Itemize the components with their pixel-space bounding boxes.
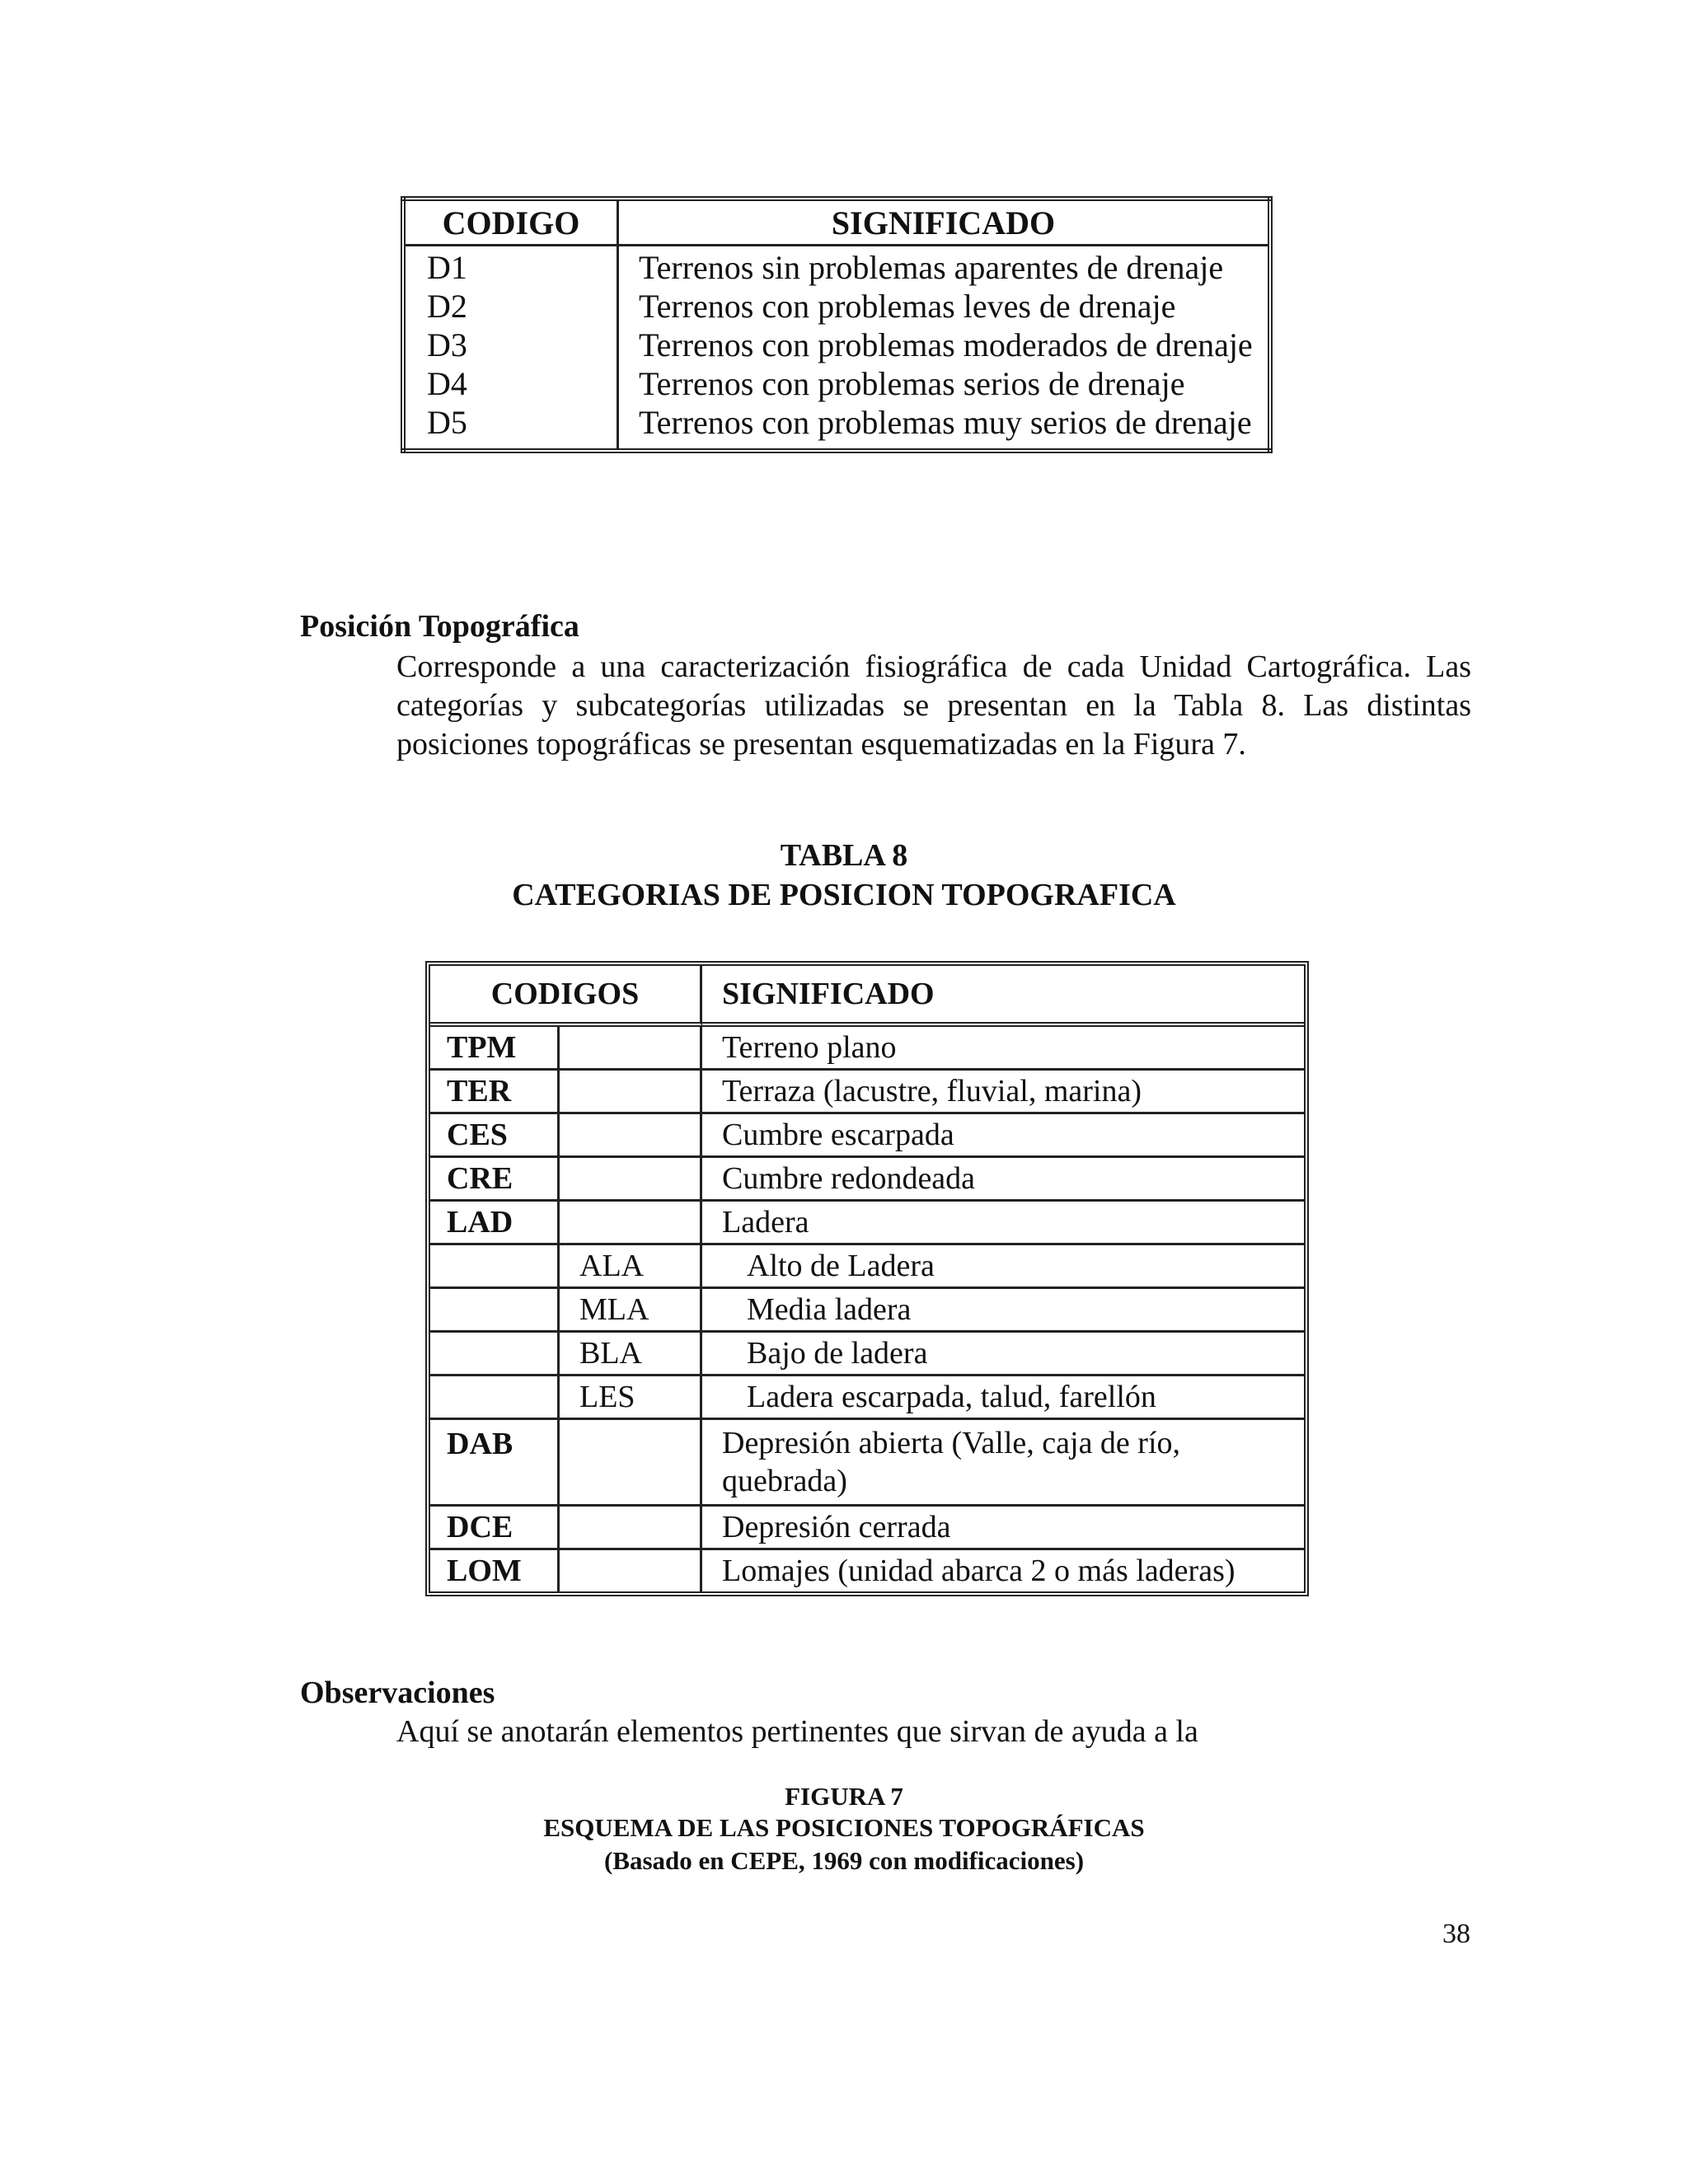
drainage-meaning: Terrenos con problemas moderados de drenaje [639, 326, 1253, 363]
table8-code: LAD [430, 1202, 560, 1245]
table8-code: CRE [430, 1158, 560, 1202]
table8-meaning: Alto de Ladera [702, 1245, 1304, 1289]
table8-header [430, 966, 1304, 1027]
table8-code: DCE [430, 1507, 560, 1550]
figure7-title: ESQUEMA DE LAS POSICIONES TOPOGRÁFICAS [543, 1813, 1145, 1842]
table8-meaning: Bajo de ladera [702, 1333, 1304, 1376]
table-row [430, 1289, 1304, 1333]
drainage-code-column [403, 246, 618, 452]
table8-meaning: Terreno plano [702, 1027, 1304, 1071]
table-row [430, 1202, 1304, 1245]
table8-code: CES [430, 1114, 560, 1158]
table-row [430, 1420, 1304, 1507]
observations-heading: Observaciones [300, 1675, 495, 1710]
drainage-meaning-column [618, 246, 1271, 452]
table8-meaning: Terraza (lacustre, fluvial, marina) [702, 1071, 1304, 1114]
drainage-table-header [403, 199, 1270, 246]
table8-code: DAB [430, 1420, 560, 1507]
figure7-number: FIGURA 7 [785, 1782, 903, 1811]
table-row [430, 1027, 1304, 1071]
table8-meaning-multiline [702, 1420, 1304, 1507]
table8-subcode [560, 1158, 702, 1202]
table8-meaning: Cumbre escarpada [702, 1114, 1304, 1158]
drainage-code: D5 [427, 404, 467, 441]
table8-subcode [560, 1507, 702, 1550]
topo-section-heading: Posición Topográfica [300, 609, 579, 644]
drainage-header-meaning: SIGNIFICADO [618, 199, 1271, 246]
table8-code [430, 1289, 560, 1333]
table8-meaning-line: quebrada) [722, 1464, 847, 1498]
table-row [430, 1158, 1304, 1202]
table8-subcode [560, 1114, 702, 1158]
table8-subcode [560, 1420, 702, 1507]
page-number: 38 [1442, 1919, 1470, 1949]
table8-subcode [560, 1550, 702, 1591]
drainage-code: D4 [427, 365, 467, 402]
drainage-code: D3 [427, 326, 467, 363]
table8-header-meaning: SIGNIFICADO [702, 966, 1304, 1027]
table8-code [430, 1333, 560, 1376]
drainage-table [401, 196, 1273, 453]
table-row [430, 1376, 1304, 1420]
table-row [430, 1507, 1304, 1550]
table8-code [430, 1245, 560, 1289]
table8-meaning-line: Depresión abierta (Valle, caja de río, [722, 1426, 1181, 1460]
table8-subcode: BLA [560, 1333, 702, 1376]
table8 [425, 961, 1309, 1596]
table8-subcode: MLA [560, 1289, 702, 1333]
figure7-source: (Basado en CEPE, 1969 con modificaciones) [603, 1846, 1085, 1875]
drainage-table-body [403, 246, 1270, 452]
table-row [430, 1245, 1304, 1289]
table8-code: TPM [430, 1027, 560, 1071]
table-row [430, 1550, 1304, 1591]
table-row [430, 1071, 1304, 1114]
table8-subcode [560, 1202, 702, 1245]
drainage-code: D2 [427, 288, 467, 325]
observations-paragraph: Aquí se anotarán elementos pertinentes que sirvan de ayuda a la [396, 1714, 1198, 1749]
table8-caption-number: TABLA 8 [780, 838, 908, 873]
table8-subcode: LES [560, 1376, 702, 1420]
table8-meaning: Cumbre redondeada [702, 1158, 1304, 1202]
table8-meaning: Ladera [702, 1202, 1304, 1245]
table8-header-codes: CODIGOS [430, 966, 702, 1027]
table8-meaning: Ladera escarpada, talud, farellón [702, 1376, 1304, 1420]
table8-meaning: Lomajes (unidad abarca 2 o más laderas) [722, 1554, 1236, 1588]
table8-code: TER [430, 1071, 560, 1114]
drainage-meaning: Terrenos con problemas muy serios de drenaje [639, 404, 1252, 441]
table8-subcode [560, 1027, 702, 1071]
table8-meaning: Depresión cerrada [702, 1507, 1304, 1550]
table8-subcode: ALA [560, 1245, 702, 1289]
table8-caption-title: CATEGORIAS DE POSICION TOPOGRAFICA [512, 878, 1176, 912]
table-row [430, 1333, 1304, 1376]
drainage-header-code: CODIGO [403, 199, 618, 246]
drainage-meaning: Terrenos con problemas leves de drenaje [639, 288, 1176, 325]
table8-code [430, 1376, 560, 1420]
table8-meaning: Media ladera [702, 1289, 1304, 1333]
drainage-meaning: Terrenos con problemas serios de drenaje [639, 365, 1185, 402]
table-row [430, 1114, 1304, 1158]
table8-subcode [560, 1071, 702, 1114]
table8-code: LOM [430, 1550, 560, 1591]
drainage-code: D1 [427, 249, 467, 286]
topo-section-paragraph: Corresponde a una caracterización fisiográfica de cada Unidad Cartográfica. Las categorías y subcategorías utilizadas se presentan en la Tabla 8. Las distintas posiciones topográficas se presentan esquematizadas en la Figura 7. [396, 649, 1471, 762]
drainage-meaning: Terrenos sin problemas aparentes de drenaje [639, 249, 1224, 286]
